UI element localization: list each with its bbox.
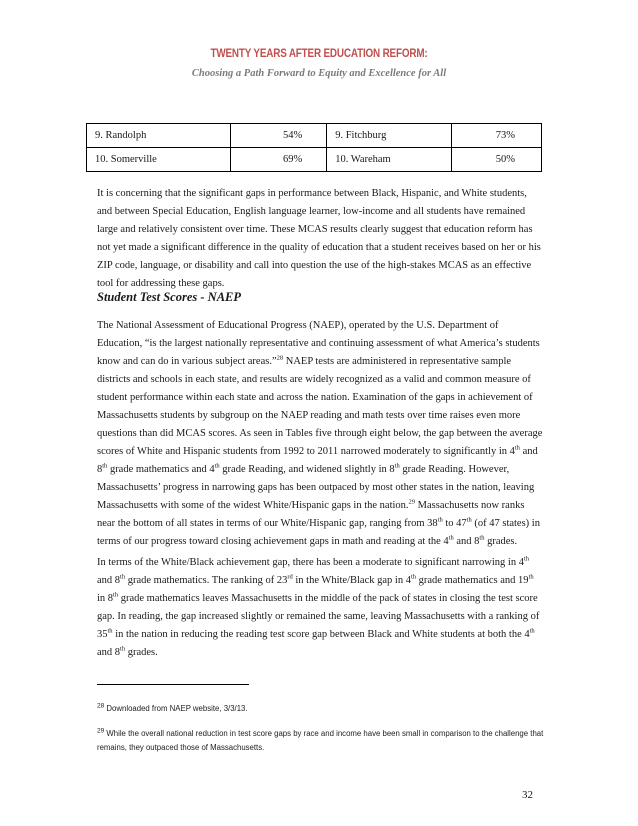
footnote-29 [97,727,544,755]
footnote-text: While the overall national reduction in test score gaps by race and income have been small in comparison to the challenge that remains, they outpaced those of Massachusetts. [97,729,544,752]
table-cell: 69% [231,148,327,172]
footnote-number: 29 [97,727,105,735]
footnote-ref-28[interactable]: 28 [276,354,284,362]
table-cell: 9. Fitchburg [327,124,452,148]
footnote-28 [97,702,544,716]
table-cell: 9. Randolph [87,124,231,148]
table-cell: 10. Wareham [327,148,452,172]
table-cell: 10. Somerville [87,148,231,172]
report-title: TWENTY YEARS AFTER EDUCATION REFORM: [210,48,428,60]
footnote-divider [97,684,249,685]
table-row [87,148,542,172]
footnote-number: 28 [97,702,105,710]
paragraph-naep: The National Assessment of Educational Progress (NAEP), operated by the U.S. Department of Education, “is the largest nationally representative and continuing assessment of what America’s students know and can do in various subject areas.”$^{28}$ NAEP tests are administered in representative sample districts and schools in each state, and results are widely recognized as a valid and common measure of student performance within each state and across the nation. Examination of the gaps in achievement of Massachusetts students by subgroup on the NAEP reading and math tests over time raises even more questions than did MCAS scores. As seen in Tables five through eight below, the gap between the average scores of White and Hispanic students from 1992 to 2011 narrowed moderately to significantly in 4th and 8th grade mathematics and 4th grade Reading, and widened slightly in 8th grade Reading. However, Massachusetts’ progress in narrowing gaps has been outpaced by most other states in the nation, leaving Massachusetts with some of the widest White/Hispanic gaps in the nation.$^{29}$ Massachusetts now ranks near the bottom of all states in terms of our White/Hispanic gap, ranging from 38th to 47th (of 47 states) in terms of our progress toward closing achievement gaps in math and reading at the 4th and 8th grades. [97,320,543,547]
page-number: 32 [522,789,533,801]
section-heading: Student Test Scores - NAEP [97,290,242,304]
table-cell: 50% [452,148,542,172]
report-subtitle: Choosing a Path Forward to Equity and Excellence for All [191,68,447,79]
paragraph-mcas-gaps: It is concerning that the significant gaps in performance between Black, Hispanic, and White students, and between Special Education, English language learner, low-income and all students have remained large and relatively consistent over time. These MCAS results clearly suggest that education reform has not yet made a significant difference in the quality of education that a student receives based on her or his ZIP code, language, or disability and call into question the use of the high-stakes MCAS as an effective tool for addressing these gaps. [97,188,541,289]
table-row [87,124,542,148]
table-cell: 73% [452,124,542,148]
footnote-text: Downloaded from NAEP website, 3/3/13. [104,704,248,713]
table-cell: 54% [231,124,327,148]
footnote-ref-29[interactable]: 29 [408,498,416,506]
page-header [0,47,638,79]
district-ranking-table [86,123,542,172]
paragraph-white-black-gap: In terms of the White/Black achievement gap, there has been a moderate to significant narrowing in 4th and 8th grade mathematics. The ranking of 23rd in the White/Black gap in 4th grade mathematics and 19th in 8th grade mathematics leaves Massachusetts in the middle of the pack of states in closing the test score gap. In reading, the gap increased slightly or remained the same, leaving Massachusetts with a ranking of 35th in the nation in reducing the reading test score gap between Black and White students at both the 4th and 8th grades. [97,555,540,658]
